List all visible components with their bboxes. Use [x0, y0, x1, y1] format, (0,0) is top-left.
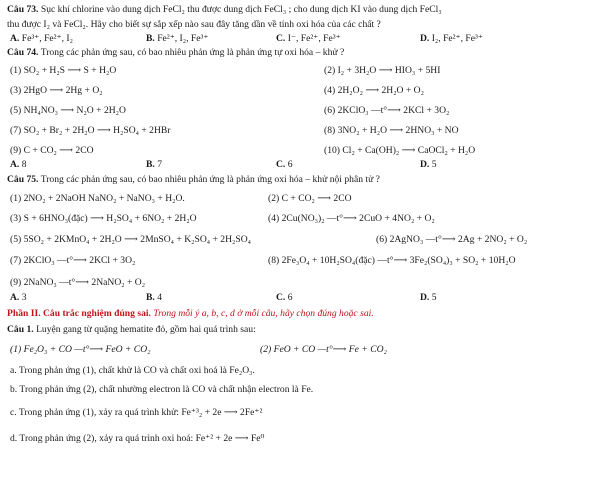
part2-q1-text: Luyện gang từ quặng hematite đỏ, gồm hai quá trình sau: — [36, 324, 256, 335]
q75-reaction-6: (6) 2AgNO₃ —t°⟶ 2Ag + 2NO₂ + O₂ — [376, 234, 528, 245]
q74-reaction-7: (7) SO₂ + Br₂ + 2H₂O ⟶ H₂SO₄ + 2HBr — [10, 125, 171, 136]
part2-equation-2: (2) FeO + CO —t°⟶ Fe + CO₂ — [260, 344, 387, 355]
q74-reaction-2: (2) I₂ + 3H₂O ⟶ HIO₃ + 5HI — [324, 65, 441, 76]
q74-text: Trong các phản ứng sau, có bao nhiêu phản ứng là phản ứng tự oxi hóa – khử ? — [40, 47, 345, 58]
q74-reaction-4: (4) 2H₂O₂ ⟶ 2H₂O + O₂ — [324, 85, 424, 96]
q75-reaction-5: (5) 5SO₂ + 2KMnO₄ + 2H₂O ⟶ 2MnSO₄ + K₂SO₄ + 2H₂SO₄ — [10, 234, 251, 245]
q74-number: Câu 74. — [7, 47, 39, 58]
q74-reaction-1: (1) SO₂ + H₂S ⟶ S + H₂O — [10, 65, 117, 76]
q74-reaction-10: (10) Cl₂ + Ca(OH)₂ ⟶ CaOCl₂ + H₂O — [324, 145, 476, 156]
part2-heading-line — [7, 309, 606, 319]
q74-reaction-3: (3) 2HgO ⟶ 2Hg + O₂ — [10, 85, 103, 96]
part2-instruction: Trong mỗi ý a, b, c, d ở mỗi câu, hãy chọn đúng hoặc sai. — [153, 308, 374, 319]
q73-option-d[interactable]: D. I₂, Fe²⁺, Fe³⁺ — [420, 33, 483, 44]
part2-q1-number: Câu 1. — [7, 324, 34, 335]
q74-option-d[interactable]: D. 5 — [420, 159, 437, 170]
q75-reaction-7: (7) 2KClO₃ —t°⟶ 2KCl + 3O₂ — [10, 255, 136, 266]
part2-equation-1: (1) Fe₂O₃ + CO —t°⟶ FeO + CO₂ — [10, 344, 151, 355]
q75-reaction-8: (8) 2Fe₃O₄ + 10H₂SO₄(đặc) —t°⟶ 3Fe₂(SO₄)₃ + SO₂ + 10H₂O — [268, 255, 516, 266]
q73-number: Câu 73. — [7, 4, 39, 15]
q73-option-b[interactable]: B. Fe²⁺, I₂, Fe³⁺ — [146, 33, 209, 44]
q75-option-a[interactable]: A. 3 — [10, 292, 27, 303]
q74-reaction-9: (9) C + CO₂ ⟶ 2CO — [10, 145, 94, 156]
q74-reaction-8: (8) 3NO₂ + H₂O ⟶ 2HNO₃ + NO — [324, 125, 459, 136]
part2-item-a[interactable]: a. Trong phản ứng (1), chất khử là CO và chất oxi hoá là Fe₂O₃. — [10, 365, 255, 376]
q74-stem — [7, 48, 606, 58]
q75-reaction-9: (9) 2NaNO₃ —t°⟶ 2NaNO₂ + O₂ — [10, 277, 146, 288]
part2-item-b[interactable]: b. Trong phản ứng (2), chất nhường electron là CO và chất nhận electron là Fe. — [10, 384, 314, 395]
q75-reaction-2: (2) C + CO₂ ⟶ 2CO — [268, 193, 352, 204]
q75-option-c[interactable]: C. 6 — [276, 292, 293, 303]
q75-option-b[interactable]: B. 4 — [146, 292, 163, 303]
q73-text-2: thu được I₂ và FeCl₂. Hãy cho biết sự sắp xếp nào sau đây tăng dần về tính oxi hóa của các chất ? — [7, 19, 381, 30]
q73-option-c[interactable]: C. I⁻, Fe²⁺, Fe³⁺ — [276, 33, 341, 44]
q74-reaction-5: (5) NH₄NO₃ ⟶ N₂O + 2H₂O — [10, 105, 126, 116]
q75-reaction-1: (1) 2NO₂ + 2NaOH NaNO₂ + NaNO₃ + H₂O. — [10, 193, 185, 204]
q73-line1 — [7, 5, 606, 15]
q74-option-a[interactable]: A. 8 — [10, 159, 27, 170]
q75-reaction-3: (3) S + 6HNO₃(đặc) ⟶ H₂SO₄ + 6NO₂ + 2H₂O — [10, 213, 197, 224]
q74-option-b[interactable]: B. 7 — [146, 159, 163, 170]
q75-reaction-4: (4) 2Cu(NO₃)₂ —t°⟶ 2CuO + 4NO₂ + O₂ — [268, 213, 435, 224]
part2-item-d[interactable]: d. Trong phản ứng (2), xảy ra quá trình oxi hoá: Fe⁺² + 2e ⟶ Fe⁰ — [10, 433, 265, 444]
part2-item-c[interactable]: c. Trong phản ứng (1), xảy ra quá trình khử: Fe⁺³₂ + 2e ⟶ 2Fe⁺² — [10, 407, 263, 418]
part2-q1-stem — [7, 325, 606, 335]
q75-option-d[interactable]: D. 5 — [420, 292, 437, 303]
q73-option-a[interactable]: A. Fe³⁺, Fe²⁺, I₂ — [10, 33, 73, 44]
q73-text-1: Sục khí chlorine vào dung dịch FeCl₂ thu được dung dịch FeCl₃ ; cho dung dịch KI vào dung dịch FeCl₃ — [40, 4, 442, 15]
q75-number: Câu 75. — [7, 174, 39, 185]
q74-reaction-6: (6) 2KClO₃ —t°⟶ 2KCl + 3O₂ — [324, 105, 450, 116]
part2-heading: Phần II. Câu trắc nghiệm đúng sai. — [7, 308, 151, 319]
q74-option-c[interactable]: C. 6 — [276, 159, 293, 170]
q75-text: Trong các phản ứng sau, có bao nhiêu phản ứng là phản ứng oxi hóa – khử nội phân tử ? — [40, 174, 380, 185]
q75-stem — [7, 175, 606, 185]
q73-line2 — [7, 20, 606, 30]
